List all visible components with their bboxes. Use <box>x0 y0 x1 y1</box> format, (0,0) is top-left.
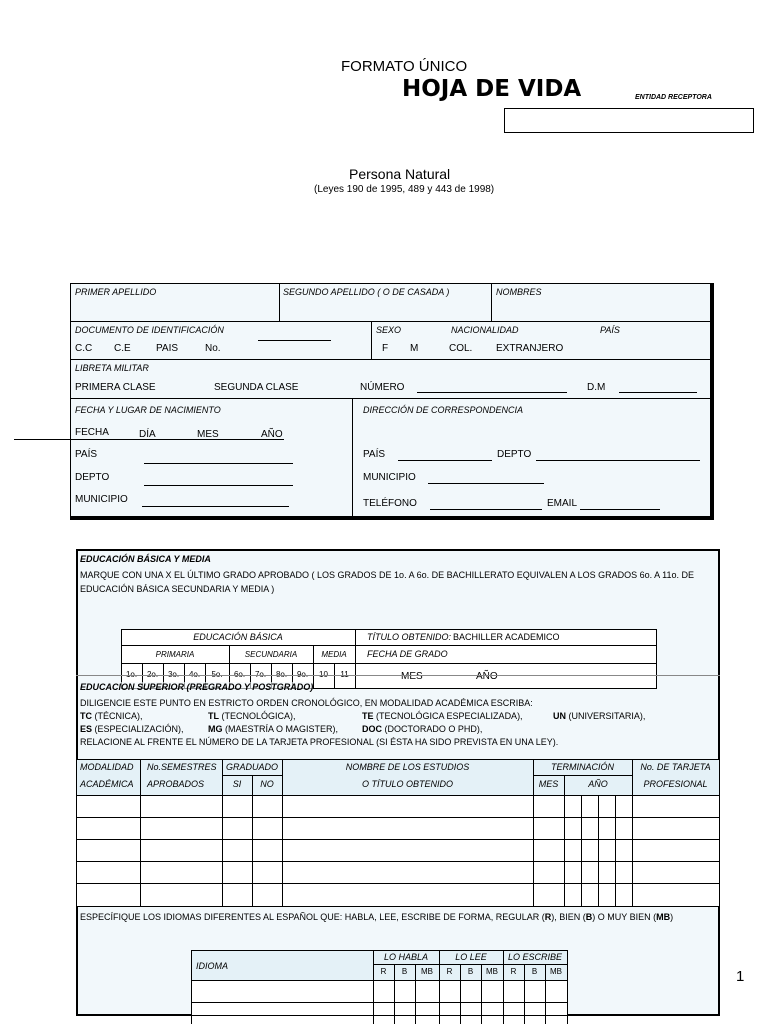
fecha-grado-mes: MES <box>401 671 423 682</box>
extranjero-option[interactable]: EXTRANJERO <box>496 343 564 354</box>
titulo-obtenido-label: TÍTULO OBTENIDO: <box>367 632 452 642</box>
grade-cell[interactable]: 7o. <box>254 670 267 679</box>
depto-label: DEPTO <box>75 472 110 483</box>
dir-depto-label: DEPTO <box>497 449 532 460</box>
grade-divider <box>334 663 335 689</box>
direccion-label: DIRECCIÓN DE CORRESPONDENCIA <box>363 405 524 415</box>
h-aprobados: APROBADOS <box>147 779 205 789</box>
h-academica: ACADÉMICA <box>80 779 134 789</box>
numero-label: NÚMERO <box>360 382 405 393</box>
sexo-m-option[interactable]: M <box>410 343 419 354</box>
no-label: No. <box>205 343 221 354</box>
grade-cell[interactable]: 8o. <box>275 670 288 679</box>
h-anio: AÑO <box>588 779 608 789</box>
superior-mg: MG (MAESTRÍA O MAGISTER), <box>208 724 339 734</box>
grade-cell[interactable]: 4o. <box>188 670 201 679</box>
idioma-header: IDIOMA <box>196 961 229 971</box>
h-graduado: GRADUADO <box>225 762 278 772</box>
sexo-label: SEXO <box>376 325 402 335</box>
habla-header: LO HABLA <box>383 952 429 962</box>
superior-tc: TC (TÉCNICA), <box>80 711 143 721</box>
lang-level-header: MB <box>550 967 562 976</box>
dir-pais-label: PAÍS <box>363 449 386 460</box>
lang-level-header: R <box>510 967 517 976</box>
idiomas-instructions: ESPECÍFIQUE LOS IDIOMAS DIFERENTES AL ESPAÑOL QUE: HABLA, LEE, ESCRIBE DE FORMA, REGULAR (R), BIEN (B) O MUY BIEN (MB) <box>80 912 674 922</box>
grade-cell[interactable]: 10 <box>319 670 328 679</box>
anio-label: AÑO <box>261 429 283 440</box>
sexo-f-option[interactable]: F <box>382 343 389 354</box>
ce-option[interactable]: C.E <box>114 343 131 354</box>
dir-pais-field[interactable] <box>398 460 492 461</box>
secundaria-header: SECUNDARIA <box>244 650 298 659</box>
lang-level-header: B <box>401 967 408 976</box>
h-mes: MES <box>538 779 559 789</box>
dir-municipio-field[interactable] <box>428 483 544 484</box>
grade-cell[interactable]: 9o. <box>296 670 309 679</box>
entidad-receptora-label: ENTIDAD RECEPTORA <box>635 94 712 101</box>
grade-cell[interactable]: 3o. <box>167 670 180 679</box>
h-modalidad: MODALIDAD <box>80 762 134 772</box>
superior-tl: TL (TECNOLÓGICA), <box>208 711 296 721</box>
grade-cell[interactable]: 5o. <box>211 670 223 679</box>
email-label: EMAIL <box>547 498 578 509</box>
cc-option[interactable]: C.C <box>75 343 93 354</box>
titulo-obtenido-value[interactable]: BACHILLER ACADEMICO <box>453 632 560 642</box>
dir-municipio-label: MUNICIPIO <box>363 472 416 483</box>
lang-level-header: MB <box>421 967 433 976</box>
persona-natural: Persona Natural <box>349 166 451 182</box>
h-no: NO <box>260 779 274 789</box>
page-number: 1 <box>736 968 745 985</box>
grade-cell[interactable]: 1o. <box>125 670 138 679</box>
primaria-header: PRIMARIA <box>155 650 195 659</box>
basica-instructions: MARQUE CON UNA X EL ÚLTIMO GRADO APROBADO ( LOS GRADOS DE 1o. A 6o. DE BACHILLERATO EQUIVALEN A LOS GRADOS 6o. A 11o. DE <box>80 570 695 580</box>
mes-label: MES <box>197 429 219 440</box>
telefono-field[interactable] <box>430 509 542 510</box>
superior-doc: DOC (DOCTORADO O PHD), <box>362 724 483 734</box>
superior-title: EDUCACION SUPERIOR (PREGRADO Y POSTGRADO) <box>80 682 314 692</box>
superior-un: UN (UNIVERSITARIA), <box>553 711 646 721</box>
fecha-lugar-label: FECHA Y LUGAR DE NACIMIENTO <box>75 405 221 415</box>
libreta-numero-field[interactable] <box>417 392 567 393</box>
lang-col-divider <box>567 964 568 1024</box>
fecha-grado-label: FECHA DE GRADO <box>367 649 448 659</box>
depto-field[interactable] <box>144 485 293 486</box>
superior-line-4: RELACIONE AL FRENTE EL NÚMERO DE LA TARJETA PROFESIONAL (SI ÉSTA HA SIDO PREVISTA EN UNA LEY). <box>80 737 559 747</box>
pais-nacionalidad-label: PAÍS <box>600 325 620 335</box>
nacionalidad-label: NACIONALIDAD <box>451 325 519 335</box>
municipio-label: MUNICIPIO <box>75 494 128 505</box>
page-title: HOJA DE VIDA <box>402 76 582 102</box>
pais-doc-option[interactable]: PAIS <box>156 343 179 354</box>
pais-field[interactable] <box>144 463 293 464</box>
lang-level-header: MB <box>486 967 498 976</box>
lang-level-header: B <box>531 967 538 976</box>
grade-cell[interactable]: 6o. <box>233 670 246 679</box>
pais-label: PAÍS <box>75 449 98 460</box>
formato-unico: FORMATO ÚNICO <box>341 58 468 75</box>
h-profesional: PROFESIONAL <box>643 779 708 789</box>
h-tarjeta: No. DE TARJETA <box>640 762 711 772</box>
documento-number-field[interactable] <box>258 340 331 341</box>
primer-apellido-label: PRIMER APELLIDO <box>75 287 157 297</box>
leyes: (Leyes 190 de 1995, 489 y 443 de 1998) <box>314 184 495 195</box>
h-terminacion: TERMINACIÓN <box>551 762 614 772</box>
fecha-label: FECHA <box>75 427 109 438</box>
escribe-header: LO ESCRIBE <box>507 952 563 962</box>
h-si: SI <box>232 779 242 789</box>
h-nombre: NOMBRE DE LOS ESTUDIOS <box>345 762 470 772</box>
segundo-apellido-label: SEGUNDO APELLIDO ( O DE CASADA ) <box>283 287 450 297</box>
nombres-label: NOMBRES <box>496 287 542 297</box>
lee-header: LO LEE <box>455 952 487 962</box>
segunda-clase-option[interactable]: SEGUNDA CLASE <box>214 382 299 393</box>
lang-level-header: R <box>380 967 387 976</box>
primera-clase-option[interactable]: PRIMERA CLASE <box>75 382 156 393</box>
dia-label: DÍA <box>139 429 156 440</box>
dm-field[interactable] <box>619 392 697 393</box>
telefono-label: TELÉFONO <box>363 498 417 509</box>
superior-line-1: DILIGENCIE ESTE PUNTO EN ESTRICTO ORDEN CRONOLÓGICO, EN MODALIDAD ACADÉMICA ESCRIBA: <box>80 698 533 708</box>
municipio-field[interactable] <box>142 506 289 507</box>
lang-level-header: R <box>446 967 453 976</box>
h-titulo: O TÍTULO OBTENIDO <box>361 779 453 789</box>
superior-es: ES (ESPECIALIZACIÓN), <box>80 724 184 734</box>
fecha-grado-anio: AÑO <box>476 671 498 682</box>
col-option[interactable]: COL. <box>449 343 473 354</box>
documento-label: DOCUMENTO DE IDENTIFICACIÓN <box>75 325 224 335</box>
basica-title: EDUCACIÓN BÁSICA Y MEDIA <box>80 554 211 564</box>
media-header: MEDIA <box>321 650 347 659</box>
grade-cell[interactable]: 11 <box>340 670 349 679</box>
basica-instructions-2: EDUCACIÓN BÁSICA SECUNDARIA Y MEDIA ) <box>80 584 275 594</box>
entidad-receptora-field[interactable] <box>504 108 754 133</box>
libreta-militar-label: LIBRETA MILITAR <box>75 363 149 373</box>
educacion-basica-header: EDUCACIÓN BÁSICA <box>193 632 283 642</box>
email-field[interactable] <box>580 509 660 510</box>
grade-cell[interactable]: 2o. <box>146 670 159 679</box>
superior-te: TE (TECNOLÓGICA ESPECIALIZADA), <box>362 711 523 721</box>
h-nosemestres: No.SEMESTRES <box>147 762 217 772</box>
dir-depto-field[interactable] <box>536 460 700 461</box>
dm-label: D.M <box>587 382 606 393</box>
superior-table-body <box>77 795 719 907</box>
lang-level-header: B <box>467 967 474 976</box>
